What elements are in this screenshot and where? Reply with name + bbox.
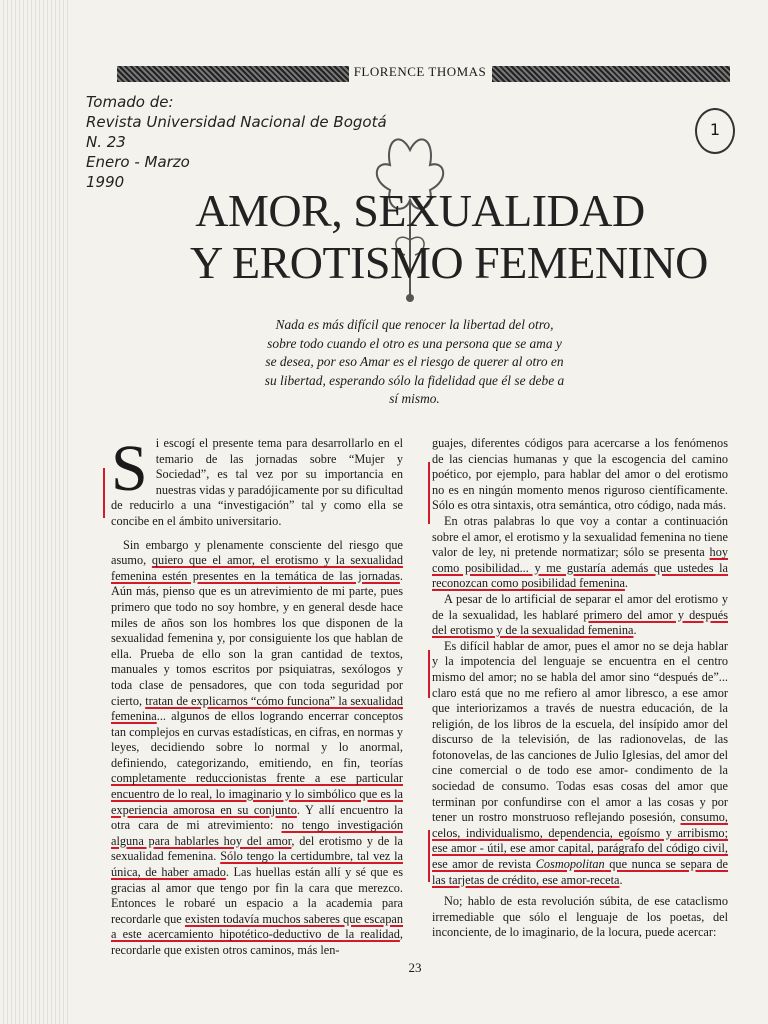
paragraph <box>432 514 728 592</box>
scan-margin-noise <box>0 0 70 1024</box>
handwritten-line: Revista Universidad Nacional de Bogotá <box>86 113 387 131</box>
text-run: Sin embargo y plenamente consciente del riesgo que asumo, <box>111 537 403 568</box>
article-title <box>190 185 708 289</box>
text-run: . Y allí encuentro la otra cara de mi atrevimiento: <box>111 802 403 833</box>
paragraph-text: No; hablo de esta revolución súbita, de ese cataclismo irremediable que sólo el lenguaje de los poetas, del inconciente, de lo imaginario, de la locura, puede acercar: <box>432 894 728 940</box>
underlined-text: quiero que el amor, el erotismo y la sexualidad femenina estén presentes en la temática de las jornadas <box>111 553 403 583</box>
handwritten-line: Enero - Marzo <box>86 153 190 171</box>
underlined-italic-text: Cosmopolitan <box>535 857 605 872</box>
epigraph: Nada es más difícil que renocer la libertad del otro, sobre todo cuando el otro es una persona que se ama y se desea, por eso Amar es el riesgo de querer al otro en su libertad, esperando sólo la fidelidad que él se debe a sí mismo. <box>264 317 565 406</box>
underlined-text: existen todavía muchos saberes que escapan a este acercamiento hipotético-deductivo de la realidad <box>111 911 403 942</box>
underlined-text: Sólo tengo la certidumbre, tal vez la única, de haber amado <box>111 849 404 880</box>
text-run: . <box>619 872 623 887</box>
title-line-2: Y EROTISMO FEMENINO <box>190 237 708 288</box>
running-head: FLORENCE THOMAS <box>353 64 487 79</box>
dropcap: S <box>111 432 148 505</box>
underlined-text: hoy como posibilidad... y me gustaría además que ustedes la reconozcan como posibilidad femenina <box>432 545 728 591</box>
paragraph-text: i escogí el presente tema para desarrollarlo en el temario de las jornadas sobre “Mujer y Sociedad”, es tal vez por su importancia en nuestras vidas y paradójicamente por su dificultad de reducirlo a una “investigación” tal y como ella se concibe en el ámbito universitario. <box>111 436 403 528</box>
header-pattern-right <box>492 66 730 82</box>
underlined-text: primero del amor y después del erotismo y de la sexualidad femenina <box>432 607 729 638</box>
underlined-text: que nunca se separa de las tarjetas de crédito, ese amor-receta <box>432 857 728 887</box>
text-run: , del erotismo y de la sexualidad femenina. <box>111 833 403 864</box>
text-run: . <box>624 576 628 591</box>
handwritten-line: N. 23 <box>86 133 126 151</box>
column-right <box>432 436 728 941</box>
underlined-text: tratan de explicarnos “cómo funciona” la sexualidad femenina <box>111 693 403 724</box>
paragraph <box>111 538 403 959</box>
underlined-text: consumo, celos, individualismo, dependencia, egoísmo y arribismo; ese amor - útil, ese amor capital, parágrafo del código civil, ese amor de revista <box>432 810 728 872</box>
handwritten-line: 1990 <box>86 173 125 191</box>
text-run: . <box>633 623 637 638</box>
underlined-text: no tengo investigación alguna para hablarles hoy del amor <box>111 818 403 848</box>
title-line-1: AMOR, SEXUALIDAD <box>195 185 645 236</box>
text-run: Es difícil hablar de amor, pues el amor no se deja hablar y la impotencia del lenguaje se encuentra en el centro mismo del amor; no se habla del amor sino “después de”... claro está que no me refiero al amor libresco, a ese amor que interiorizamos a través de nuestra educación, de la religión, de los libros de la escuela, del insípido amor del discurso de la televisión, de las radionovelas, de las fotonovelas, de las canciones de Julio Iglesias, del amor del cine comercial o de todo ese amor- condimento de la sociedad de consumo. Todas esas cosas del amor que terminan por confundirse con el amor a las cosas y por tener un rostro monstruoso reflejando posesión, <box>432 638 728 825</box>
page-number: 23 <box>408 960 422 975</box>
paragraph <box>432 894 728 941</box>
paragraph <box>111 432 403 530</box>
text-run: A pesar de lo artificial de separar el amor del erotismo y de la sexualidad, les hablaré <box>432 591 728 622</box>
paragraph-text: guajes, diferentes códigos para acercarse a los fenómenos de las ciencias humanas y que la escogencia del camino poético, por ejemplo, para hablar del amor o del erotismo no es en ningún momento menos riguroso científicamente. Sólo es otra sintaxis, otra semántica, otro código, nada más. <box>432 436 728 513</box>
header-pattern-left <box>117 66 349 82</box>
red-margin-mark <box>428 462 430 524</box>
handwritten-line: Tomado de: <box>86 93 174 111</box>
circled-page-number: 1 <box>695 108 735 154</box>
red-margin-mark <box>428 830 430 882</box>
paragraph <box>432 639 728 889</box>
text-run: , recordarle que existen otros caminos, más len- <box>111 927 403 957</box>
paragraph <box>432 592 728 639</box>
text-run: En otras palabras lo que voy a contar a continuación sobre el amor, el erotismo y la sexualidad femenina no tiene valor de ley, ni pretende normatizar; sólo se presenta <box>432 513 728 560</box>
column-left <box>111 432 404 959</box>
text-run: . Las huellas están allí y sé que es gracias al amor que tengo por fin la cara que merezco. Entonces le robaré un espacio a la academia para recordarle que <box>111 865 403 926</box>
red-margin-mark <box>428 650 430 698</box>
red-margin-mark <box>103 468 105 518</box>
paragraph <box>432 436 728 514</box>
text-run: . Aún más, pienso que es un atrevimiento de mi parte, pues primero que todo no soy hombre, y en general desde hace miles de años son los hombres los que disponen de la sexualidad femenina y, por consiguiente los que hablan de ella. Prueba de ello son la gran cantidad de textos, manuales y tomos escritos por psiquiatras, sexólogos y toda clase de pensadores, que con toda seguridad por cierto, <box>111 568 403 708</box>
underlined-text: completamente reduccionistas frente a ese particular encuentro de lo real, lo imaginario y lo simbólico que es la experiencia amorosa en su conjunto <box>111 771 403 817</box>
text-run: ... algunos de ellos logrando encerrar conceptos tan complejos en curvas estadísticas, en cifras, en normas y leyes, decidiendo sobre lo normal y lo anormal, definiendo, categorizando, emitiendo, en fin, teorías <box>111 709 403 770</box>
handwritten-source-note <box>86 92 406 192</box>
